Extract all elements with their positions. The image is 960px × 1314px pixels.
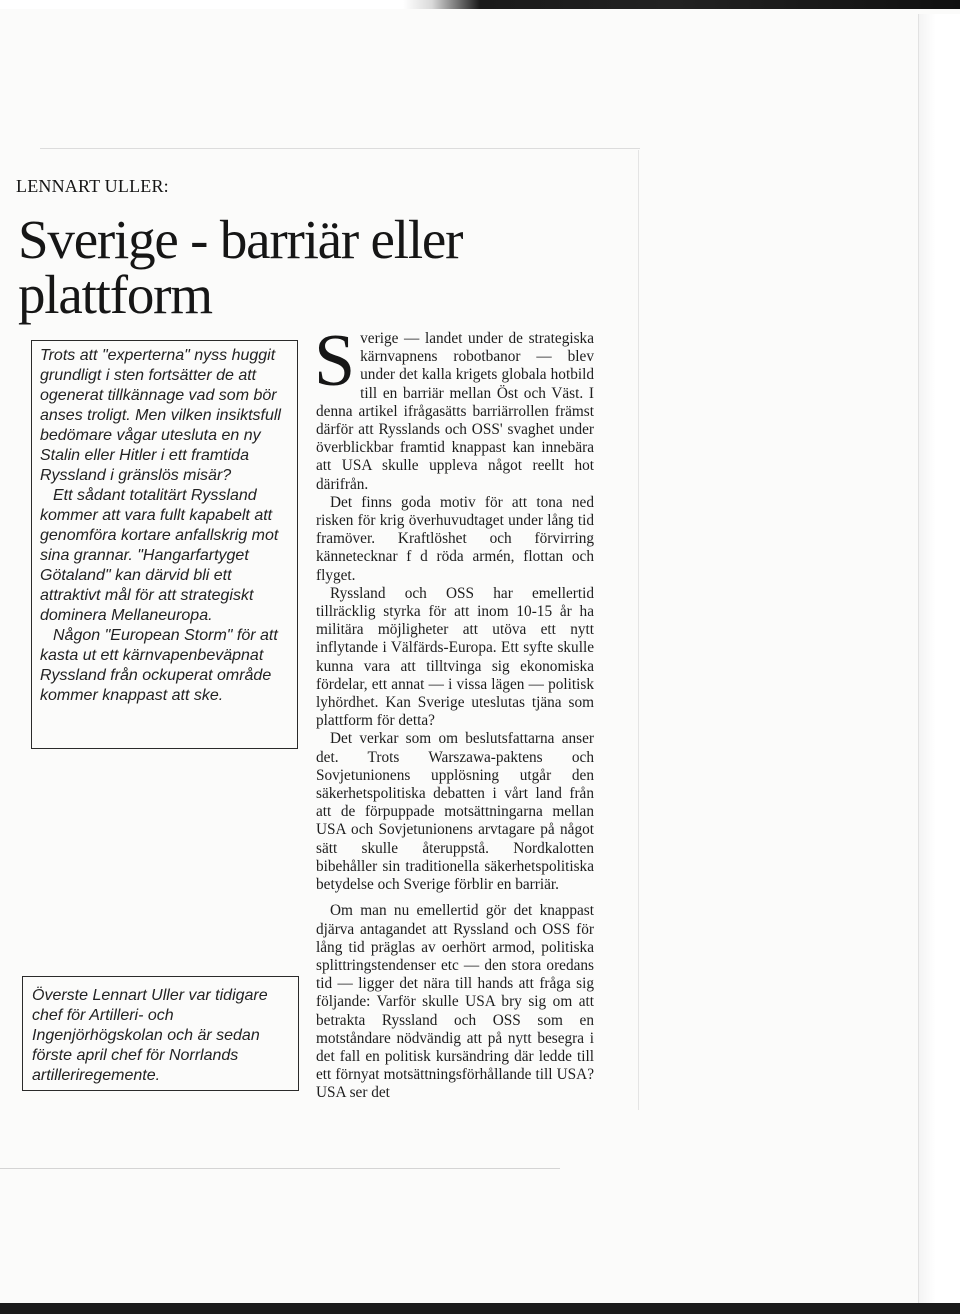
scan-right-edge bbox=[918, 14, 960, 1314]
body-paragraph-text: verige — landet under de strategiska kärnvapnens robotbanor — blev under det kalla krigets globala hotbild till en barriär mellan Öst och Väst. I denna artikel ifrågasätts barriärrollen främst därför att Rysslands och OSS' svaghet under överblickbar framtid knappast kan innebära att USA skulle uppleva något reellt hot därifrån. bbox=[316, 330, 594, 493]
body-paragraph: Det finns goda motiv för att tona ned risken för krig överhuvudtaget under lång tid framöver. Kraftlöshet och förvirring kännetecknar f d röda armén, flottan och flyget. bbox=[316, 493, 594, 584]
lead-paragraph: Trots att "experterna" nyss huggit grundligt i sten fortsätter de att ogenerat tillkännage vad som bör anses troligt. Men vilken insiktsfull bedömare vågar utesluta en ny Stalin eller Hitler i ett framtida Ryssland i gränslös misär? bbox=[40, 347, 281, 484]
body-paragraph: Om man nu emellertid gör det knappast djärva antagandet att Ryssland och OSS för lång tid präglas av oerhört armod, politiska splittringstendenser etc — den stora oredans tid — ligger det nära till hands att fråga sig följande: Varför skulle USA bry sig om att betrakta Ryssland och OSS som en motståndare nödvändig att på nytt besegra i det fall en politisk kursändring där ledde till ett förnyat motsättningsförhållande till USA? USA ser det bbox=[316, 902, 594, 1102]
clipping-edge-bottom bbox=[0, 1168, 560, 1169]
body-paragraph bbox=[314, 320, 594, 494]
lead-paragraph: Ett sådant totalitärt Ryssland kommer att vara fullt kapabelt att genomföra kortare anfallskrig mot sina grannar. "Hangarfartyget Götaland" kan därvid bli ett attraktivt mål för att strategiskt dominera Mellaneuropa. bbox=[40, 487, 279, 624]
body-paragraph: Ryssland och OSS har emellertid tillräcklig styrka för att inom 10-15 år ha militära möjligheter att utöva ett nytt inflytande i Välfärds-Europa. Ett syfte skulle kunna vara att tilltvinga sig ekonomiska fördelar, ett annat — i vissa lägen — politisk lyhördhet. Kan Sverige uteslutas tjäna som plattform för detta? bbox=[316, 584, 594, 730]
article-body bbox=[314, 320, 594, 1103]
lead-text bbox=[40, 346, 286, 706]
clipping-edge-top bbox=[40, 148, 640, 149]
author-bio: Överste Lennart Uller var tidigare chef för Artilleri- och Ingenjörhögskolan och är sedan förste april chef för Norrlands artilleriregemente. bbox=[32, 987, 268, 1084]
headline: Sverige - barriär eller plattform bbox=[18, 209, 463, 325]
scan-top-edge bbox=[0, 0, 960, 14]
drop-cap: S bbox=[314, 320, 356, 402]
byline: LENNART ULLER: bbox=[16, 176, 169, 196]
scan-bottom-edge bbox=[0, 1303, 960, 1314]
clipping-edge-right bbox=[638, 150, 639, 1110]
lead-paragraph: Någon "European Storm" för att kasta ut ett kärnvapenbeväpnat Ryssland från ockuperat område kommer knappast att ske. bbox=[40, 627, 278, 704]
body-paragraph: Det verkar som om beslutsfattarna anser det. Trots Warszawa-paktens och Sovjetunionens upplösning utgår den säkerhetspolitiska debatten i vårt land från att de förpuppade motsättningarna mellan USA och Sovjetunionens arvtagare på något sätt skulle återuppstå. Nordkalotten bibehåller sin traditionella säkerhetspolitiska betydelse och Sverige förblir en barriär. bbox=[316, 730, 594, 894]
